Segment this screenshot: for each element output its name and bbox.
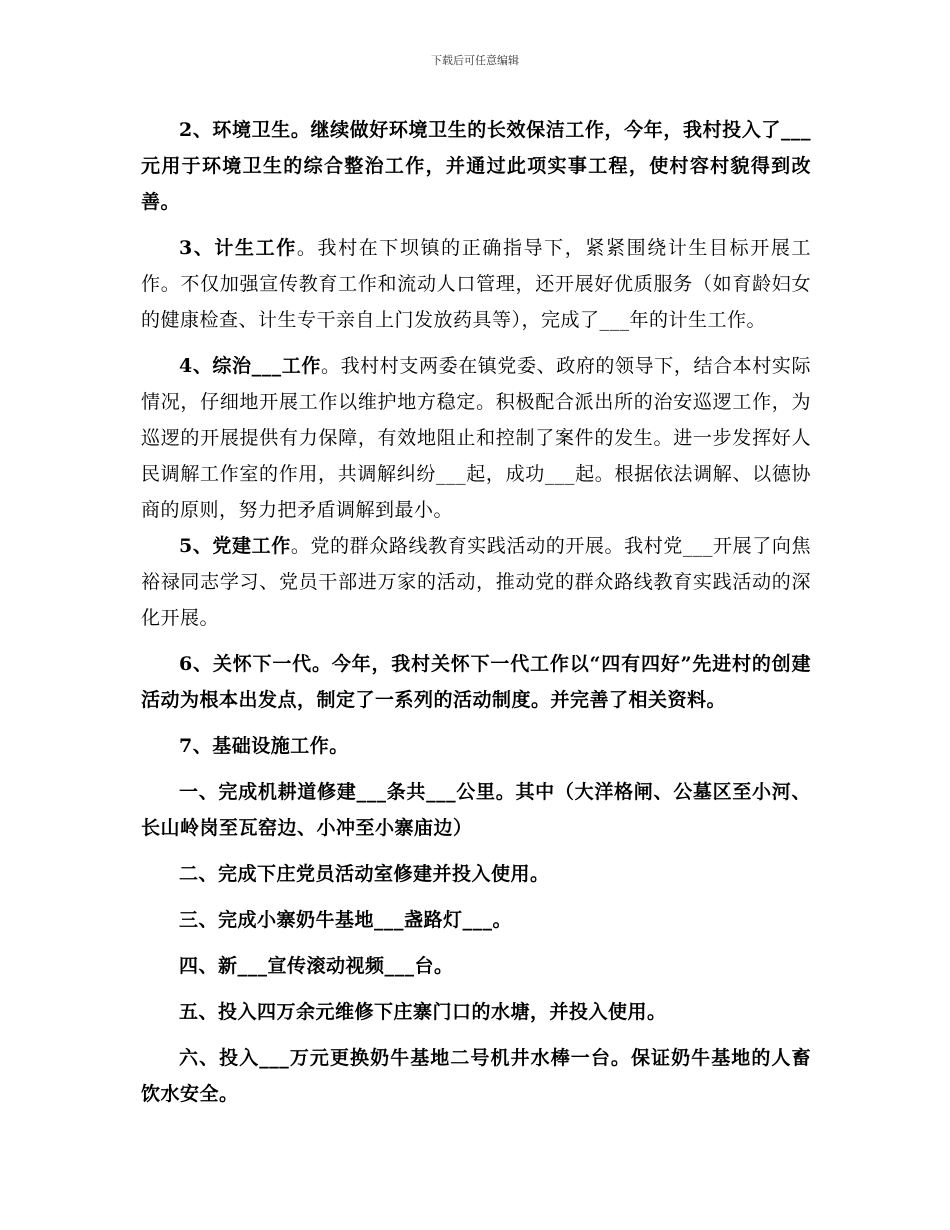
paragraph-infrastructure: 7、基础设施工作。 [179, 735, 349, 757]
paragraph-next-generation: 6、关怀下一代。今年，我村关怀下一代工作以“四有四好”先进村的创建活动为根本出发点，制定了一系列的活动制度。并完善了相关资料。 [141, 653, 811, 711]
document-body [141, 112, 811, 1112]
paragraph-text: 。我村村支两委在镇党委、政府的领导下，结合本村实际情况，仔细地开展工作以维护地方稳定。积极配合派出所的治安巡逻工作，为巡逻的开展提供有力保障，有效地阻止和控制了案件的发生。进一步发挥好人民调解工作室的作用，共调解纠纷___起，成功___起。根据依法调解、以德协商的原则，努力把矛盾调解到最小。 [141, 355, 811, 521]
paragraph-family-planning [141, 230, 811, 338]
page-header: 下载后可任意编辑 [431, 54, 519, 67]
paragraph-text: 。我村在下坝镇的正确指导下，紧紧围绕计生目标开展工作。不仅加强宣传教育工作和流动人口管理，还开展好优质服务（如育龄妇女的健康检查、计生专干亲自上门发放药具等），完成了___年的计生工作。 [141, 237, 811, 331]
paragraph-public-security [141, 348, 811, 528]
paragraph-text: 。党的群众路线教育实践活动的开展。我村党___开展了向焦裕禄同志学习、党员干部进万家的活动，推动党的群众路线教育实践活动的深化开展。 [141, 535, 811, 629]
list-item-5: 五、投入四万余元维修下庄寨门口的水塘，并投入使用。 [179, 1001, 667, 1023]
paragraph-party-building [141, 528, 811, 636]
list-item-4: 四、新___宣传滚动视频___台。 [179, 955, 454, 977]
list-item-2: 二、完成下庄党员活动室修建并投入使用。 [179, 863, 550, 885]
paragraph-heading: 3、计生工作 [179, 237, 297, 259]
paragraph-heading: 5、党建工作 [179, 535, 291, 557]
list-item-6: 六、投入___万元更换奶牛基地二号机井水棒一台。保证奶牛基地的人畜饮水安全。 [141, 1047, 811, 1105]
list-item-3: 三、完成小寨奶牛基地___盏路灯___。 [179, 909, 513, 931]
list-item-1: 一、完成机耕道修建___条共___公里。其中（大洋格闸、公墓区至小河、长山岭岗至瓦窑边、小冲至小寨庙边） [141, 781, 811, 839]
paragraph-environment: 2、环境卫生。继续做好环境卫生的长效保洁工作，今年，我村投入了___元用于环境卫生的综合整治工作，并通过此项实事工程，使村容村貌得到改善。 [141, 119, 811, 213]
paragraph-heading: 4、综治___工作 [179, 355, 321, 377]
